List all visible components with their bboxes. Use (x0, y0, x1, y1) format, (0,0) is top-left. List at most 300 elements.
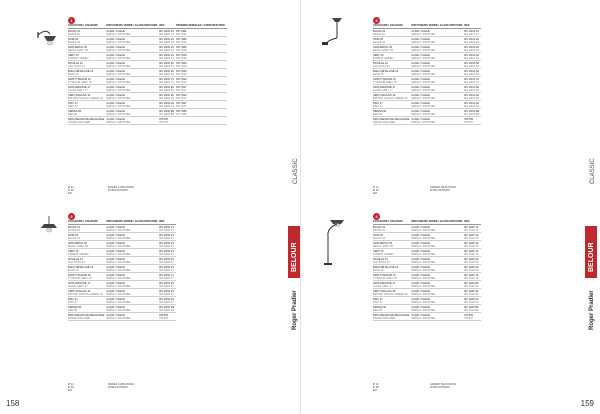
cell-subline: BRITISH RACING GREEN 19 (373, 292, 408, 296)
side-series-left: CLASSIC (293, 158, 299, 184)
cell-subline: BC 10NS 47 (159, 252, 174, 256)
cell-line: CLAIR / CLEAR (411, 85, 430, 89)
table-row (68, 45, 227, 53)
cell-subline: DÉPOLI / FROSTED (106, 72, 131, 76)
fixing-note-2 (108, 384, 134, 390)
cell-line: BC 10GS 80 (464, 85, 479, 89)
table-cell (464, 305, 480, 313)
table-row (373, 93, 481, 101)
column-header-ref: REF (464, 24, 481, 29)
cell-line: PD 7H19 (176, 93, 187, 97)
table-cell (464, 37, 481, 45)
cell-subline: ZINC 47 (373, 300, 383, 304)
cell-subline: DÉPOLI / FROSTED (411, 80, 436, 84)
column-header-colour: COULEURS / COLOURS (68, 24, 106, 29)
cell-line: PD 7H05 (176, 45, 187, 49)
table-cell (106, 233, 159, 241)
cell-line: CLAIR / CLEAR (106, 61, 125, 65)
cell-line: CLAIR / CLEAR (106, 85, 125, 89)
table-cell (68, 297, 106, 305)
table-cell (106, 29, 159, 37)
cell-line: ROUILLE 44 (68, 257, 83, 261)
cell-subline: DÉPOLI / FROSTED (106, 260, 131, 264)
column-header-glass: DIFFUSEURS VERRE / GLASS DIFFUSER (411, 220, 463, 223)
table-cell (176, 29, 226, 37)
table-cell (411, 85, 464, 93)
table-cell (411, 101, 464, 109)
table-row (68, 305, 176, 313)
cell-subline: OLD RUST 44 (373, 260, 390, 264)
table-cell (464, 85, 481, 93)
cell-subline: BC 10NS A7 (159, 300, 174, 304)
cell-line: CLAIR / CLEAR (411, 29, 430, 33)
cell-line: VERT ANGLAIS 19 (373, 93, 396, 97)
table-row (68, 101, 227, 109)
cell-line: PD 7H17 (176, 85, 187, 89)
note-line: GABARIT DE FIXATION (430, 383, 456, 386)
cell-subline: DÉPOLI / FROSTED (411, 316, 436, 320)
cell-subline: BC 10NS 83 (159, 88, 174, 92)
table-cell (159, 61, 176, 69)
cell-subline: WHITE 01 (373, 32, 385, 36)
cell-subline: BC 10NS 33 (159, 48, 174, 52)
table-cell (373, 61, 411, 69)
cell-line: CLAIR / CLEAR (411, 281, 430, 285)
cell-subline: RED 56 (373, 308, 383, 312)
cell-subline: DÉPOLI / FROSTED (411, 64, 436, 68)
cell-subline: BLACK 06 (373, 40, 386, 44)
cell-line: CLAIR / CLEAR (106, 101, 125, 105)
cell-subline: SPARE DIFFUSER (373, 316, 396, 320)
cell-subline: SLATE GREY 17 (373, 88, 393, 92)
cell-subline: DÉPOLI / FROSTED (106, 244, 131, 248)
cell-line: CLAIR / CLEAR (106, 45, 125, 49)
spec-legend-1 (68, 187, 74, 195)
cell-line: CLAIR / CLEAR (411, 225, 430, 229)
section-badge-4: 4 (373, 213, 380, 220)
cell-subline: METAL GREY 05 (373, 48, 393, 52)
cell-line: PD 7H16 (176, 69, 187, 73)
cell-line: BLEU MÉTALLISÉ 16 (373, 69, 399, 73)
table-row (68, 273, 176, 281)
section-badge-1: 1 (68, 17, 75, 24)
table-row (373, 257, 481, 265)
table-cell (464, 241, 480, 249)
cell-line: BC 10NS 30 (159, 45, 174, 49)
cell-line: BC 10A0 10 (464, 225, 479, 229)
cell-subline: METAL GREY 05 (68, 48, 88, 52)
cell-subline: BC 10GS 63 (464, 72, 479, 76)
cell-subline: BC 10NS 57 (159, 260, 174, 264)
spec-legend-4 (373, 384, 379, 392)
cell-line: BLANC 01 (68, 29, 81, 33)
cell-line: NOIR 06 (68, 37, 79, 41)
table-cell (373, 305, 411, 313)
table-cell (159, 289, 176, 297)
cell-subline: DÉPOLI / FROSTED (106, 88, 131, 92)
legend-item: E27 (68, 191, 73, 195)
cell-line: CLAIR / CLEAR (106, 305, 125, 309)
cell-subline: BC 10NS 53 (159, 64, 174, 68)
cell-subline: METAL GREY 05 (68, 244, 88, 248)
table-cell (159, 297, 176, 305)
cell-subline: FOREST GREEN (68, 56, 89, 60)
cell-line: BC 10NS 20 (159, 37, 174, 41)
table-cell (411, 281, 464, 289)
cell-line: CLAIR / CLEAR (106, 53, 125, 57)
cell-subline: BC 10A0 33 (464, 244, 479, 248)
cell-line: CLAIR / CLEAR (411, 241, 430, 245)
table-row (373, 85, 481, 93)
cell-line: BC 10NS 40 (159, 53, 174, 57)
table-cell (411, 225, 464, 233)
table-cell (106, 225, 159, 233)
table-cell (411, 289, 464, 297)
table-cell (106, 281, 159, 289)
table-cell (176, 69, 226, 77)
table-cell (68, 93, 106, 101)
cell-line: BC 10NS A0 (159, 101, 174, 105)
cell-line: CLAIR / CLEAR (411, 61, 430, 65)
cell-subline: PD 7H17 (176, 88, 187, 92)
legend-item: IP 44 (68, 186, 74, 189)
cell-line: CLAIR / CLEAR (106, 289, 125, 293)
cell-line: BC 10A0 50 (464, 257, 479, 261)
table-cell (159, 101, 176, 109)
cell-subline: BC 10NS 97 (159, 292, 174, 296)
cell-line: CLAIR / CLEAR (411, 101, 430, 105)
table-cell (106, 273, 159, 281)
cell-subline: DÉPOLI / FROSTED (106, 96, 131, 100)
table-cell (68, 313, 106, 321)
cell-subline: BC 10GS 33 (464, 48, 479, 52)
table-row (373, 289, 481, 297)
cell-line: CLAIR / CLEAR (411, 273, 430, 277)
table-row (373, 281, 481, 289)
cell-subline: DÉPOLI / FROSTED (106, 80, 131, 84)
cell-subline: BC 10A0 A3 (464, 300, 479, 304)
table-cell (373, 117, 411, 125)
table-cell (373, 313, 411, 321)
cell-line: CLAIR / CLEAR (411, 297, 430, 301)
legend-item: IP 44 (373, 186, 379, 189)
cell-subline: RED 56 (68, 308, 78, 312)
cell-line: CLAIR / CLEAR (411, 69, 430, 73)
cell-line: PD 7H47 (176, 101, 187, 105)
cell-line: CLAIR / CLEAR (106, 265, 125, 269)
table-row (373, 249, 481, 257)
cell-line: CLAIR / CLEAR (106, 117, 125, 121)
cell-line: DIFFUSEURS DE RECHANGE (373, 313, 410, 317)
cell-line: BC 10A0 A0 (464, 297, 479, 301)
cell-line: BLEU MÉTALLISÉ 16 (373, 265, 399, 269)
cell-line: GRIS ARDOISE 17 (68, 281, 91, 285)
table-row (373, 305, 481, 313)
cell-subline: BLACK 06 (68, 40, 81, 44)
cell-subline: PR 526 (159, 316, 168, 320)
cell-subline: DÉPOLI / FROSTED (411, 40, 436, 44)
cell-subline: PR 507 (464, 316, 473, 320)
cell-subline: SLATE GREY 17 (373, 284, 393, 288)
cell-line: BC 10NS B0 (159, 109, 175, 113)
cell-line: SIENNA 56 (68, 305, 82, 309)
cell-line: BC 10NS 54 (159, 257, 174, 261)
cell-subline: BC 10GS B3 (464, 112, 480, 116)
table-cell (159, 85, 176, 93)
legend-item: IK 08 (373, 188, 379, 192)
cell-subline: BLACK 06 (373, 236, 386, 240)
cell-line: GRIS ARDOISE 17 (373, 85, 396, 89)
cell-subline: TITANIUM GREY 15 (373, 276, 397, 280)
cell-subline: DÉPOLI / FROSTED (411, 88, 436, 92)
cell-subline: DÉPOLI / FROSTED (106, 252, 131, 256)
column-header-ref: REF (159, 220, 176, 225)
cell-subline: BC 10A0 23 (464, 236, 479, 240)
cell-subline: DÉPOLI / FROSTED (106, 268, 131, 272)
table-cell (373, 241, 411, 249)
cell-line: CLAIR / CLEAR (411, 93, 430, 97)
table-cell (411, 69, 464, 77)
table-cell (159, 249, 176, 257)
cell-subline: BLUE 16 (373, 268, 384, 272)
cell-line: BC 10NS 64 (159, 265, 174, 269)
cell-line: ZINC 47 (373, 297, 383, 301)
cell-line: BC 10NS 14 (159, 225, 174, 229)
cell-subline: BC 10NS A3 (159, 104, 174, 108)
cell-line: PD 7H06 (176, 37, 187, 41)
note-line: FIXING PATTERN (108, 188, 128, 192)
cell-subline: PD 7H05 (176, 48, 187, 52)
cell-line: BC 10NS 90 (159, 93, 174, 97)
cell-subline: ZINC 47 (68, 300, 78, 304)
cell-line: CLAIR / CLEAR (411, 265, 430, 269)
cell-line: BLEU MÉTALLISÉ 16 (68, 69, 94, 73)
table-cell (464, 69, 481, 77)
table-row (373, 265, 481, 273)
cell-subline: DÉPOLI / FROSTED (411, 72, 436, 76)
cell-line: CLAIR / CLEAR (106, 69, 125, 73)
table-cell (411, 265, 464, 273)
cell-line: DIFFUSEURS DE RECHANGE (68, 117, 105, 121)
table-cell (464, 257, 480, 265)
table-cell (373, 77, 411, 85)
cell-line: CLAIR / CLEAR (106, 233, 125, 237)
cell-subline: DÉPOLI / FROSTED (106, 40, 131, 44)
column-header-colour: COULEURS / COLOURS (68, 220, 106, 225)
cell-line: BC 10GS 50 (464, 61, 479, 65)
table-cell (159, 29, 176, 37)
table-cell (176, 45, 226, 53)
table-cell (464, 313, 480, 321)
table-cell (464, 29, 481, 37)
cell-subline: BLUE 16 (68, 72, 79, 76)
table-cell (68, 257, 106, 265)
cell-line: BC 10GS 70 (464, 77, 479, 81)
cell-line: VERT 15 (373, 249, 384, 253)
cell-subline: BC 10NS 43 (159, 56, 174, 60)
cell-line: CLAIR / CLEAR (411, 233, 430, 237)
cell-line: PD 7H01 (176, 29, 187, 33)
table-cell (373, 53, 411, 61)
cell-subline: BC 10NS B7 (159, 308, 175, 312)
cell-subline: BC 10A0 B3 (464, 308, 479, 312)
cell-subline: DÉPOLI / FROSTED (106, 48, 131, 52)
spec-table-1 (68, 24, 227, 125)
cell-subline: DÉPOLI / FROSTED (106, 284, 131, 288)
table-cell (106, 45, 159, 53)
table-cell (373, 225, 411, 233)
cell-line: SIENNA 56 (373, 305, 387, 309)
note-line: GABARIT DE FIXATION (430, 186, 456, 189)
table-cell (373, 233, 411, 241)
table-cell (176, 101, 226, 109)
cell-line: GRIS TITANIUM 15 (373, 273, 396, 277)
cell-line: CLAIR / CLEAR (106, 225, 125, 229)
table-cell (68, 117, 106, 125)
table-cell (68, 289, 106, 297)
cell-subline: BC 10NS B3 (159, 112, 175, 116)
table-cell (411, 313, 464, 321)
cell-subline: OLD RUST 44 (373, 64, 390, 68)
cell-subline: BC 10NS 13 (159, 32, 174, 36)
legend-item: E27 (373, 388, 378, 392)
cell-subline: BC 10GS A3 (464, 104, 480, 108)
legend-item: IP 44 (373, 383, 379, 386)
table-cell (373, 37, 411, 45)
table-cell (373, 93, 411, 101)
note-line: FIXING PATTERN (108, 385, 128, 389)
cell-subline: PD 7H06 (176, 40, 187, 44)
cell-line: CLAIR / CLEAR (106, 273, 125, 277)
table-cell (106, 265, 159, 273)
table-row (68, 77, 227, 85)
table-row (68, 281, 176, 289)
cell-subline: BC 10NS 37 (159, 244, 174, 248)
cell-line: SIENNA 56 (68, 109, 82, 113)
table-cell (106, 109, 159, 117)
table-cell (464, 93, 481, 101)
page-number-right: 159 (580, 399, 594, 408)
cell-line: BC 10NS 24 (159, 233, 174, 237)
cell-line: CLAIR / CLEAR (411, 77, 430, 81)
cell-subline: BC 10NS 23 (159, 40, 174, 44)
cell-subline: BC 10GS 73 (464, 80, 479, 84)
cell-line: PR 525 (159, 117, 168, 121)
table-cell (176, 117, 226, 125)
table-cell (373, 257, 411, 265)
cell-subline: BC 10A0 53 (464, 260, 479, 264)
table-cell (159, 313, 176, 321)
cell-subline: DÉPOLI / FROSTED (411, 268, 436, 272)
cell-line: GRIS ARDOISE 17 (68, 85, 91, 89)
table-cell (411, 109, 464, 117)
cell-subline: ZINC 47 (68, 104, 78, 108)
table-row (373, 233, 481, 241)
cell-subline: FOREST GREEN (68, 252, 89, 256)
table-cell (373, 265, 411, 273)
cell-line: BC 10NS 70 (159, 77, 174, 81)
cell-line: CLAIR / CLEAR (411, 305, 430, 309)
cell-subline: DÉPOLI / FROSTED (411, 32, 436, 36)
table-cell (176, 37, 226, 45)
column-header-glass: DIFFUSEURS VERRE / GLASS DIFFUSER (106, 24, 158, 27)
table-cell (159, 109, 176, 117)
cell-subline: DÉPOLI / FROSTED (106, 308, 131, 312)
cell-line: BC 10NS A4 (159, 297, 174, 301)
table-cell (411, 117, 464, 125)
cell-line: VERT ANGLAIS 19 (68, 93, 91, 97)
cell-line: CLAIR / CLEAR (411, 313, 430, 317)
cell-line: BC 10A0 30 (464, 241, 479, 245)
post-lamp-icon (322, 214, 348, 266)
cell-subline: BC 10A0 13 (464, 228, 479, 232)
legend-item: IK 08 (373, 385, 379, 389)
cell-subline: BC 10NS 27 (159, 236, 174, 240)
cell-subline: DÉPOLI / FROSTED (411, 244, 436, 248)
table-cell (68, 77, 106, 85)
table-cell (68, 61, 106, 69)
table-row (68, 297, 176, 305)
table-cell (373, 101, 411, 109)
fixing-note-3 (430, 187, 456, 193)
table-cell (106, 85, 159, 93)
cell-line: GRIS MÉTAL 05 (68, 45, 88, 49)
cell-line: BC 10NS 50 (159, 61, 174, 65)
cell-line: BC 10NS 44 (159, 249, 174, 253)
table-cell (411, 61, 464, 69)
cell-line: CLAIR / CLEAR (411, 45, 430, 49)
table-row (373, 241, 481, 249)
cell-line: BC 10GS 20 (464, 37, 479, 41)
cell-line: NOIR 06 (373, 233, 384, 237)
table-cell (464, 297, 480, 305)
wall-lamp-icon (36, 26, 60, 56)
table-cell (159, 69, 176, 77)
cell-line: ZINC 47 (373, 101, 383, 105)
column-header-ref: REF (159, 24, 176, 29)
spec-table-4 (373, 220, 481, 321)
cell-line: CLAIR / CLEAR (411, 257, 430, 261)
cell-line: BLANC 01 (68, 225, 81, 229)
cell-subline: DÉPOLI / FROSTED (106, 104, 131, 108)
cell-subline: PD 7H01 (176, 32, 187, 36)
cell-subline: PD 7H47 (176, 104, 187, 108)
table-row (373, 53, 481, 61)
cell-line: CLAIR / CLEAR (411, 53, 430, 57)
cell-subline: FOREST GREEN (373, 56, 394, 60)
table-row (68, 249, 176, 257)
table-cell (106, 289, 159, 297)
table-cell (106, 53, 159, 61)
note-line: DIODES À IMPLANTER (108, 383, 134, 386)
cell-subline: BC 10NS 93 (159, 96, 174, 100)
cell-subline: DÉPOLI / FROSTED (411, 120, 436, 124)
column-header-patent: PATÈRES MURALES / CONSTRUCTION (176, 24, 225, 27)
cell-line: BC 10GS 40 (464, 53, 479, 57)
cell-subline: DÉPOLI / FROSTED (106, 120, 131, 124)
table-cell (159, 281, 176, 289)
cell-subline: BC 10GS 23 (464, 40, 479, 44)
table-cell (159, 265, 176, 273)
table-cell (411, 93, 464, 101)
table-cell (373, 249, 411, 257)
table-row (68, 61, 227, 69)
note-line: FIXING PATTERN (430, 385, 450, 389)
cell-subline: DÉPOLI / FROSTED (106, 292, 131, 296)
cell-line: NOIR 06 (373, 37, 384, 41)
table-cell (411, 249, 464, 257)
cell-line: CLAIR / CLEAR (106, 249, 125, 253)
